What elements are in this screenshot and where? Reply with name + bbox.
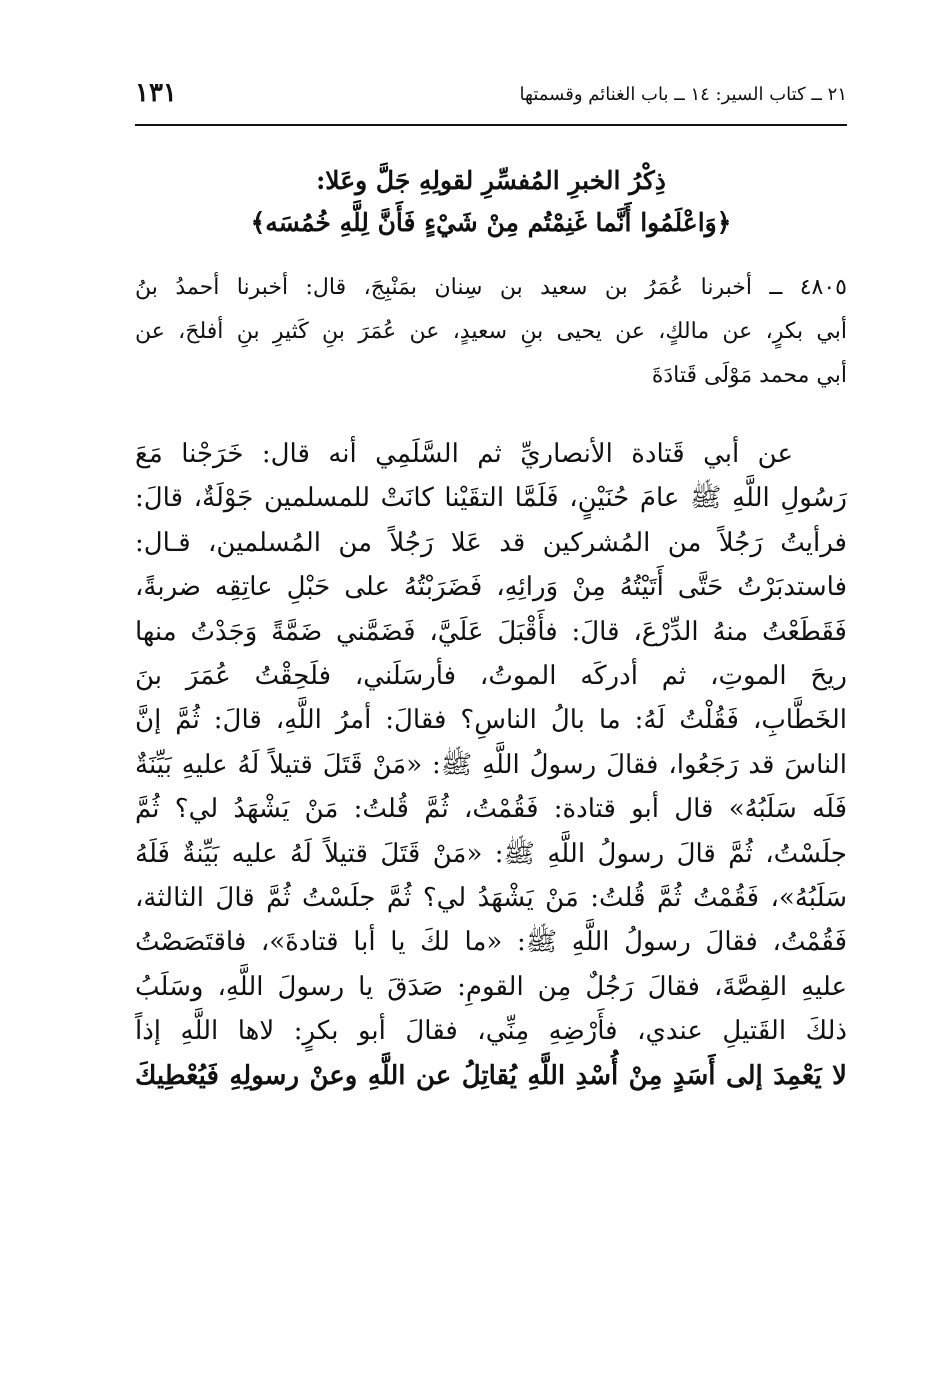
- text-line: فاستدبَرْتُ حَتَّى أَتَيْتُهُ مِنْ وَرائِهِ، فَضَرَبْتُهُ على حَبْلِ عاتِقِه ضربةً،: [135, 572, 847, 603]
- text-line: جلَسْتُ، ثُمَّ قالَ رسولُ اللَّهِ ﷺ: «مَنْ قَتَلَ قتيلاً لَهُ عليه بَيِّنةٌ فَلَهُ: [135, 838, 847, 869]
- running-title: ٢١ ــ كتاب السير: ١٤ ــ باب الغنائم وقسمتها: [519, 84, 847, 105]
- heading-verse: ﴿وَاعْلَمُوا أَنَّما غَنِمْتُم مِنْ شَيْءٍ فَأَنَّ لِلَّهِ خُمُسَه﴾: [250, 208, 732, 237]
- running-head: [135, 78, 847, 118]
- isnad-line: أبي بكرٍ، عن مالكٍ، عن يحيى بنِ سعيدٍ، عن عُمَرَ بنِ كَثيرِ بنِ أفلحَ، عن: [135, 319, 847, 344]
- text-line: فَقُمْتُ، فقالَ رسولُ اللَّهِ ﷺ: «ما لكَ يا أبا قتادةَ»، فاقتَصَصْتُ: [135, 927, 847, 958]
- text-line: فَلَه سَلَبُهُ» قال أبو قتادة: فَقُمْتُ، ثُمَّ قُلتُ: مَنْ يَشْهَدُ لي؟ ثُمَّ: [135, 794, 847, 825]
- text-line: عن أبي قَتادة الأنصاريِّ ثم السَّلَمِي أنه قال: خَرَجْنا مَعَ: [135, 439, 793, 469]
- text-line: رَسُولِ اللَّهِ ﷺ عامَ حُنَيْنٍ، فَلَمَّا التقَيْنا كانَتْ للمسلمين جَوْلَةٌ، قالَ:: [135, 483, 847, 514]
- text-line: ذلكَ القَتيلِ عندي، فأَرْضِهِ مِنِّي، فقالَ أبو بكرٍ: لاها اللَّهِ إذاً: [135, 1016, 847, 1047]
- page-number: ١٣١: [135, 78, 177, 108]
- text-line: سَلَبُهُ»، فَقُمْتُ ثُمَّ قُلتُ: مَنْ يَشْهَدُ لي؟ ثُمَّ جلَسْتُ ثُمَّ قالَ الثالثة،: [135, 883, 847, 914]
- hadith-isnad: [135, 266, 847, 398]
- hadith-text: [135, 432, 847, 1098]
- isnad-line: ٤٨٠٥ ــ أخبرنا عُمَرُ بن سعيد بن سِنان بمَنْبِجَ، قال: أخبرنا أحمدُ بنُ: [135, 275, 847, 300]
- text-line: فَقَطَعْتُ منهُ الدِّرْعَ، قالَ: فأَقْبَلَ عَلَيَّ، فَضَمَّني ضَمَّةً وَجَدْتُ منها: [135, 616, 847, 647]
- text-line: الخَطَّابِ، فَقُلْتُ لَهُ: ما بالُ الناسِ؟ فقالَ: أمرُ اللَّهِ، قالَ: ثُمَّ إنَّ: [135, 705, 847, 736]
- text-line: الناسَ قد رَجَعُوا، فقالَ رسولُ اللَّهِ ﷺ: «مَنْ قَتَلَ قتيلاً لَهُ عليهِ بَيِّنَةٌ: [135, 749, 847, 780]
- heading-title: ذِكْرُ الخبرِ المُفسِّرِ لقولِهِ جَلَّ وعَلا:: [316, 166, 666, 195]
- text-line: لا يَعْمِدَ إلى أَسَدٍ مِنْ أُسْدِ اللَّهِ يُقاتِلُ عن اللَّهِ وعنْ رسولِهِ فَيُعْطِيكَ: [135, 1060, 847, 1091]
- section-heading: [135, 160, 847, 244]
- text-line: ريحَ الموتِ، ثم أدركَه الموتُ، فأرسَلَني، فلَحِقْتُ عُمَرَ بنَ: [135, 661, 847, 692]
- text-line: عليهِ القِصَّةَ، فقالَ رَجُلٌ مِن القومِ: صَدَقَ يا رسولَ اللَّهِ، وسَلَبُ: [135, 971, 847, 1002]
- text-line: فرأيتُ رَجُلاً من المُشركين قد عَلا رَجُلاً من المُسلمين، قـال:: [135, 527, 847, 558]
- isnad-line: أبي محمد مَوْلَى قَتادَةَ: [651, 363, 847, 388]
- header-rule: [135, 124, 847, 126]
